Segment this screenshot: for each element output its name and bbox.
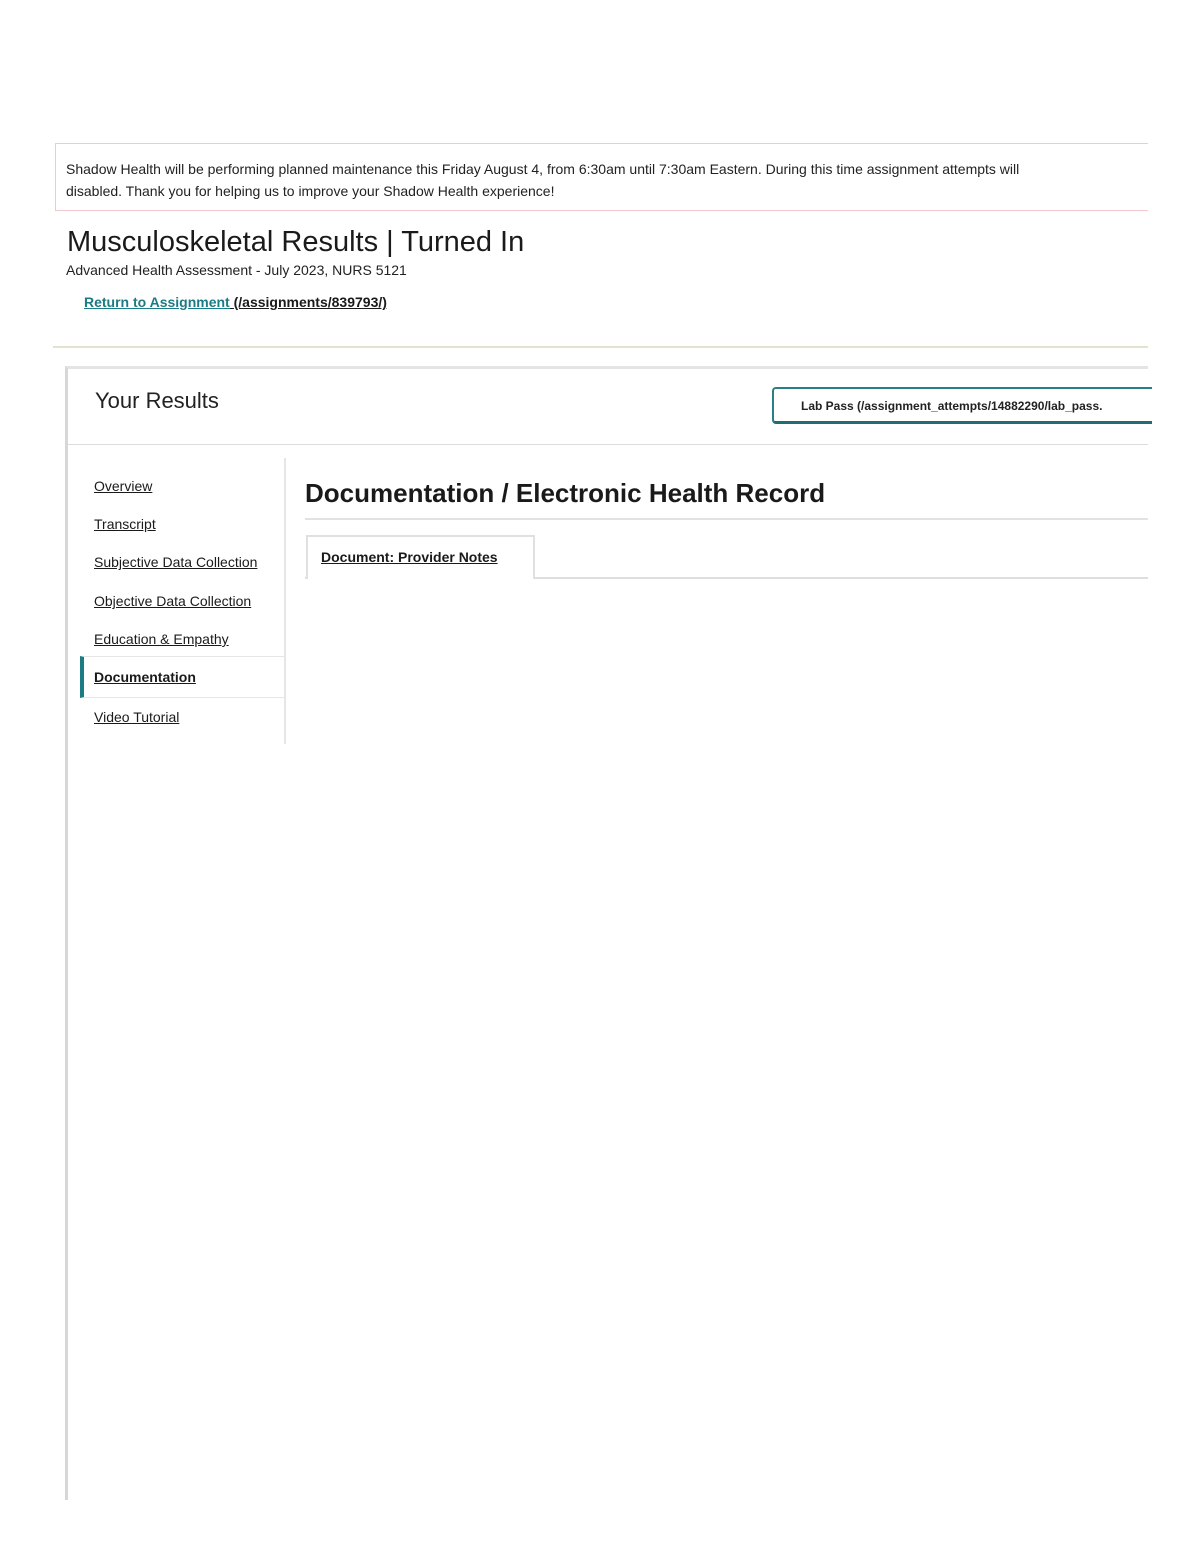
return-to-assignment-link[interactable]	[84, 293, 387, 311]
sidebar-item-active	[80, 656, 284, 698]
sidebar-item-education-empathy[interactable]: Education & Empathy	[94, 631, 229, 647]
notice-line-2: disabled. Thank you for helping us to improve your Shadow Health experience!	[66, 183, 555, 199]
sidebar-item-video-tutorial[interactable]: Video Tutorial	[94, 709, 180, 725]
page-title: Musculoskeletal Results | Turned In	[67, 226, 525, 258]
section-title: Documentation / Electronic Health Record	[305, 478, 826, 508]
results-sidebar	[80, 458, 286, 744]
return-link-label[interactable]: Return to Assignment	[84, 294, 230, 310]
notice-line-1: Shadow Health will be performing planned maintenance this Friday August 4, from 6:30am until 7:30am Eastern. During this time assignment attempts will	[66, 161, 1020, 177]
lab-pass-button[interactable]: Lab Pass (/assignment_attempts/14882290/lab_pass.	[772, 387, 1152, 424]
course-subtitle: Advanced Health Assessment - July 2023, NURS 5121	[66, 262, 407, 278]
sidebar-item-overview[interactable]: Overview	[94, 478, 153, 494]
maintenance-notice	[55, 143, 1148, 211]
results-title: Your Results	[95, 388, 219, 413]
section-divider	[305, 518, 1148, 520]
return-link-url[interactable]: (/assignments/839793/)	[229, 294, 387, 310]
sidebar-item-transcript[interactable]: Transcript	[94, 516, 156, 532]
sidebar-item-objective-data-collection[interactable]: Objective Data Collection	[94, 593, 252, 609]
sidebar-item-documentation[interactable]: Documentation	[94, 669, 196, 685]
header-divider	[53, 346, 1148, 348]
sidebar-item-subjective-data-collection[interactable]: Subjective Data Collection	[94, 554, 258, 570]
tab-provider-notes[interactable]: Document: Provider Notes	[306, 535, 535, 579]
results-header	[68, 369, 1148, 445]
